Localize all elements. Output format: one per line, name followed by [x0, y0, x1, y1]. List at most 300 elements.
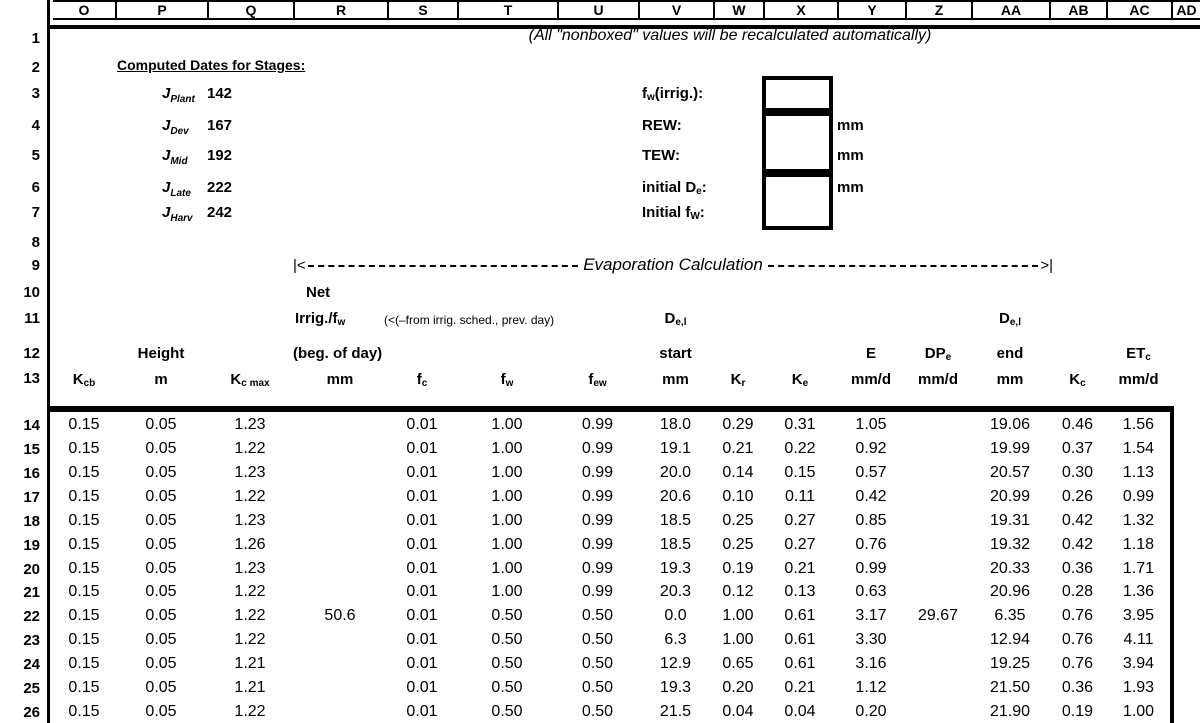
cell-S26[interactable]: 0.01: [406, 703, 438, 720]
cell-Y24[interactable]: 3.16: [855, 655, 887, 672]
table-top-border: [50, 406, 1174, 412]
cell-T21[interactable]: 1.00: [491, 583, 523, 600]
cell-AA21[interactable]: 20.96: [989, 583, 1031, 600]
column-header-W[interactable]: W: [713, 0, 763, 20]
cell-S18[interactable]: 0.01: [406, 512, 438, 529]
row-header-12[interactable]: 12: [23, 344, 40, 362]
cell-T22[interactable]: 0.50: [491, 607, 523, 624]
header-label-main: (–from irrig. sched., prev. day): [395, 313, 555, 327]
header-label-sub: w: [337, 316, 346, 328]
cell-S20[interactable]: 0.01: [406, 560, 438, 577]
cell-U21[interactable]: 0.99: [581, 583, 614, 600]
cell-X15[interactable]: 0.22: [784, 440, 816, 457]
calc-right-cap: >|: [1040, 256, 1053, 274]
param-label-tail: :: [701, 178, 707, 196]
param-label-base: f: [642, 84, 647, 102]
cell-AB15[interactable]: 0.37: [1061, 440, 1094, 457]
header-label-main: start: [659, 344, 692, 362]
cell-P25[interactable]: 0.05: [145, 679, 177, 696]
param-rew-unit: mm: [837, 116, 864, 134]
header-label-sub: c: [1145, 351, 1151, 363]
recalc-note: (All "nonboxed" values will be recalculated automatically): [528, 27, 932, 44]
cell-O25[interactable]: 0.15: [68, 679, 100, 696]
cell-Y20[interactable]: 0.99: [855, 560, 887, 577]
cell-P23[interactable]: 0.05: [145, 631, 177, 648]
cell-V24[interactable]: 12.9: [659, 655, 692, 672]
header-label-main: K: [791, 370, 803, 388]
cell-T14[interactable]: 1.00: [491, 416, 523, 433]
param-initial-de-label: [642, 176, 760, 198]
cell-Q20[interactable]: 1.23: [234, 560, 266, 577]
param-initial-fw-label: [642, 201, 760, 223]
header-label-main: K: [72, 370, 84, 388]
cell-U16[interactable]: 0.99: [581, 464, 614, 481]
cell-O21[interactable]: 0.15: [68, 583, 100, 600]
cell-X18[interactable]: 0.27: [784, 512, 816, 529]
cell-V18[interactable]: 18.5: [659, 512, 692, 529]
header-label-main: Irrig./f: [295, 309, 338, 327]
param-label-tail: (irrig.):: [654, 84, 704, 102]
cell-U24[interactable]: 0.50: [581, 655, 614, 672]
cell-V22[interactable]: 0.0: [664, 607, 687, 624]
cell-O24[interactable]: 0.15: [68, 655, 100, 672]
cell-Q18[interactable]: 1.23: [234, 512, 266, 529]
cell-Y14[interactable]: 1.05: [855, 416, 887, 433]
stage-row-late[interactable]: [162, 176, 282, 198]
evaporation-calc-banner: [293, 254, 1053, 276]
cell-Q26[interactable]: 1.22: [234, 703, 266, 720]
cell-U25[interactable]: 0.50: [581, 679, 614, 696]
header-label-main: (beg. of day): [293, 344, 383, 362]
cell-S17[interactable]: 0.01: [406, 488, 438, 505]
cell-W21[interactable]: 0.12: [722, 583, 754, 600]
cell-V20[interactable]: 19.3: [659, 560, 692, 577]
cell-T16[interactable]: 1.00: [491, 464, 523, 481]
cell-Q15[interactable]: 1.22: [234, 440, 266, 457]
cell-AB16[interactable]: 0.30: [1061, 464, 1094, 481]
header-label-sub: c: [421, 377, 428, 389]
header-label-height: [115, 342, 207, 364]
cell-O15[interactable]: 0.15: [68, 440, 100, 457]
cell-AB18[interactable]: 0.42: [1061, 512, 1094, 529]
calc-left-cap: |<: [293, 256, 306, 274]
column-header-Y[interactable]: Y: [837, 0, 905, 20]
row-header-9[interactable]: 9: [31, 256, 40, 274]
cell-V17[interactable]: 20.6: [659, 488, 692, 505]
cell-AC18[interactable]: 1.32: [1122, 512, 1155, 529]
row-header-22[interactable]: 22: [23, 607, 40, 625]
cell-AA20[interactable]: 20.33: [989, 560, 1031, 577]
stage-row-harv[interactable]: [162, 201, 282, 223]
cell-P20[interactable]: 0.05: [145, 560, 177, 577]
cell-O23[interactable]: 0.15: [68, 631, 100, 648]
param-tew-unit: mm: [837, 146, 864, 164]
cell-AC15[interactable]: 1.54: [1122, 440, 1155, 457]
column-header-AC[interactable]: AC: [1106, 0, 1171, 20]
row-header-17[interactable]: 17: [23, 488, 40, 506]
cell-U22[interactable]: 0.50: [581, 607, 614, 624]
row-header-11[interactable]: 11: [24, 309, 40, 327]
cell-T24[interactable]: 0.50: [491, 655, 523, 672]
cell-AA17[interactable]: 20.99: [989, 488, 1031, 505]
row-header-16[interactable]: 16: [23, 464, 40, 482]
cell-AC21[interactable]: 1.36: [1122, 583, 1155, 600]
calc-title: Evaporation Calculation: [583, 255, 763, 274]
column-header-V[interactable]: V: [638, 0, 713, 20]
cell-P14[interactable]: 0.05: [145, 416, 177, 433]
cell-X19[interactable]: 0.27: [784, 536, 816, 553]
cell-AA25[interactable]: 21.50: [989, 679, 1031, 696]
header-label-sub: r: [741, 377, 746, 389]
cell-V14[interactable]: 18.0: [659, 416, 692, 433]
header-label-mm-aa: [971, 368, 1049, 390]
stage-symbol: [162, 178, 207, 199]
cell-Y25[interactable]: 1.12: [855, 679, 887, 696]
header-label-beg-of-day: [293, 342, 593, 364]
header-label-etc: [1106, 342, 1171, 364]
param-label-tail: :: [699, 203, 705, 221]
stage-symbol-sub: Dev: [170, 125, 189, 137]
header-label-main: D: [999, 309, 1010, 327]
stage-value: 192: [207, 146, 233, 164]
cell-V25[interactable]: 19.3: [659, 679, 692, 696]
cell-P17[interactable]: 0.05: [145, 488, 177, 505]
column-header-AA[interactable]: AA: [971, 0, 1049, 20]
cell-AC14[interactable]: 1.56: [1122, 416, 1155, 433]
cell-P15[interactable]: 0.05: [145, 440, 177, 457]
row-header-5[interactable]: 5: [31, 146, 40, 164]
cell-AC22[interactable]: 3.95: [1122, 607, 1155, 624]
column-header-S[interactable]: S: [387, 0, 457, 20]
cell-AB23[interactable]: 0.76: [1061, 631, 1094, 648]
cell-AA23[interactable]: 12.94: [989, 631, 1031, 648]
cell-U14[interactable]: 0.99: [581, 416, 614, 433]
stage-value: 242: [207, 203, 233, 221]
param-initial-de-unit: mm: [837, 178, 864, 196]
row-header-15[interactable]: 15: [23, 440, 40, 458]
cell-T15[interactable]: 1.00: [491, 440, 523, 457]
cell-X14[interactable]: 0.31: [784, 416, 816, 433]
header-label-main: D: [664, 309, 676, 327]
header-label-e: [837, 342, 905, 364]
cell-AB14[interactable]: 0.46: [1061, 416, 1094, 433]
cell-S19[interactable]: 0.01: [406, 536, 438, 553]
cell-AA22[interactable]: 6.35: [994, 607, 1026, 624]
cell-O19[interactable]: 0.15: [68, 536, 100, 553]
cell-Q22[interactable]: 1.22: [234, 607, 266, 624]
cell-Y17[interactable]: 0.42: [855, 488, 887, 505]
header-label-mm-r: [293, 368, 387, 390]
cell-T25[interactable]: 0.50: [491, 679, 523, 696]
header-label-prefix: (<: [384, 313, 396, 327]
row-header-10[interactable]: 10: [23, 283, 40, 301]
cell-AB19[interactable]: 0.42: [1061, 536, 1094, 553]
row-header-14[interactable]: 14: [23, 416, 40, 434]
row-header-1[interactable]: 1: [31, 29, 40, 47]
cell-AC17[interactable]: 0.99: [1122, 488, 1155, 505]
cell-O26[interactable]: 0.15: [68, 703, 100, 720]
cell-P26[interactable]: 0.05: [145, 703, 177, 720]
row-header-18[interactable]: 18: [23, 512, 40, 530]
cell-Y18[interactable]: 0.85: [855, 512, 887, 529]
param-label-base: TEW:: [642, 146, 681, 164]
header-label-main: end: [996, 344, 1024, 362]
header-label-sub: c max: [241, 377, 270, 389]
cell-AC24[interactable]: 3.94: [1122, 655, 1155, 672]
header-label-m: [115, 368, 207, 390]
cell-AA26[interactable]: 21.90: [989, 703, 1031, 720]
cell-U26[interactable]: 0.50: [581, 703, 614, 720]
input-box-segment-2: [762, 112, 833, 173]
header-label-sub: c: [1080, 377, 1086, 389]
row-header-8[interactable]: 8: [31, 233, 40, 251]
cell-AC16[interactable]: 1.13: [1122, 464, 1155, 481]
param-label-base: initial D: [642, 178, 697, 196]
cell-Y16[interactable]: 0.57: [855, 464, 887, 481]
cell-P18[interactable]: 0.05: [145, 512, 177, 529]
cell-AB17[interactable]: 0.26: [1061, 488, 1094, 505]
cell-W18[interactable]: 0.25: [722, 512, 754, 529]
row-header-4[interactable]: 4: [31, 116, 40, 134]
column-header-X[interactable]: X: [763, 0, 837, 20]
column-header-AD[interactable]: AD: [1171, 0, 1200, 20]
header-label-main: DP: [924, 344, 946, 362]
cell-X23[interactable]: 0.61: [784, 631, 816, 648]
cell-X20[interactable]: 0.21: [784, 560, 816, 577]
cell-R22[interactable]: 50.6: [324, 607, 356, 624]
header-label-de-start-sym: [638, 307, 713, 329]
cell-Q21[interactable]: 1.22: [234, 583, 266, 600]
cell-X26[interactable]: 0.04: [784, 703, 816, 720]
cell-Q19[interactable]: 1.26: [234, 536, 266, 553]
cell-W15[interactable]: 0.21: [722, 440, 754, 457]
cell-O17[interactable]: 0.15: [68, 488, 100, 505]
cell-AC23[interactable]: 4.11: [1123, 631, 1154, 648]
cell-V15[interactable]: 19.1: [659, 440, 692, 457]
header-label-de-end-sym: [971, 307, 1049, 329]
row-header-21[interactable]: 21: [23, 583, 40, 601]
cell-S22[interactable]: 0.01: [406, 607, 438, 624]
header-label-dpe: [905, 342, 971, 364]
cell-O16[interactable]: 0.15: [68, 464, 100, 481]
cell-Q17[interactable]: 1.22: [234, 488, 266, 505]
cell-W19[interactable]: 0.25: [722, 536, 754, 553]
header-label-main: f: [588, 370, 594, 388]
cell-Q16[interactable]: 1.23: [234, 464, 266, 481]
cell-V21[interactable]: 20.3: [659, 583, 692, 600]
cell-AA19[interactable]: 19.32: [989, 536, 1031, 553]
cell-Q25[interactable]: 1.21: [234, 679, 266, 696]
cell-U18[interactable]: 0.99: [581, 512, 614, 529]
cell-P24[interactable]: 0.05: [145, 655, 177, 672]
cell-Y23[interactable]: 3.30: [855, 631, 887, 648]
cell-Y22[interactable]: 3.17: [855, 607, 887, 624]
header-label-kr: [713, 368, 763, 390]
cell-X21[interactable]: 0.13: [784, 583, 816, 600]
cell-AA24[interactable]: 19.25: [989, 655, 1031, 672]
param-fw-irrig-label: [642, 82, 760, 104]
cell-Y15[interactable]: 0.92: [855, 440, 887, 457]
row-header-13[interactable]: 13: [23, 369, 40, 387]
calc-dash-right: [768, 265, 1039, 267]
header-label-main: m: [154, 370, 168, 388]
cell-Q24[interactable]: 1.21: [234, 655, 266, 672]
column-header-AB[interactable]: AB: [1049, 0, 1106, 20]
input-box-segment-1: [762, 76, 833, 112]
cell-X24[interactable]: 0.61: [784, 655, 816, 672]
stage-row-dev[interactable]: [162, 114, 282, 136]
column-header-R[interactable]: R: [293, 0, 387, 20]
cell-P22[interactable]: 0.05: [145, 607, 177, 624]
cell-S21[interactable]: 0.01: [406, 583, 438, 600]
header-label-few: [557, 368, 638, 390]
cell-X17[interactable]: 0.11: [785, 488, 815, 505]
cell-T18[interactable]: 1.00: [491, 512, 523, 529]
cell-AC19[interactable]: 1.18: [1122, 536, 1155, 553]
cell-U20[interactable]: 0.99: [581, 560, 614, 577]
cell-AC25[interactable]: 1.93: [1122, 679, 1155, 696]
column-header-Q[interactable]: Q: [207, 0, 293, 20]
header-label-mmd-z: [905, 368, 971, 390]
cell-Y19[interactable]: 0.76: [855, 536, 887, 553]
cell-Q23[interactable]: 1.22: [234, 631, 266, 648]
cell-O22[interactable]: 0.15: [68, 607, 100, 624]
row-header-25[interactable]: 25: [23, 679, 40, 697]
cell-P16[interactable]: 0.05: [145, 464, 177, 481]
header-label-main: mm/d: [1118, 370, 1159, 388]
cell-S25[interactable]: 0.01: [406, 679, 438, 696]
cell-O18[interactable]: 0.15: [68, 512, 100, 529]
row-header-19[interactable]: 19: [23, 536, 40, 554]
cell-O20[interactable]: 0.15: [68, 560, 100, 577]
header-label-sub: e: [802, 377, 809, 389]
cell-S23[interactable]: 0.01: [406, 631, 438, 648]
header-label-net: [306, 281, 606, 303]
cell-Y26[interactable]: 0.20: [855, 703, 887, 720]
cell-AA18[interactable]: 19.31: [989, 512, 1031, 529]
row-header-divider-line: [47, 0, 50, 723]
row-header-24[interactable]: 24: [23, 655, 40, 673]
row-header-26[interactable]: 26: [23, 703, 40, 721]
cell-T26[interactable]: 0.50: [491, 703, 523, 720]
row-header-20[interactable]: 20: [23, 560, 40, 578]
cell-AB24[interactable]: 0.76: [1061, 655, 1094, 672]
cell-AB22[interactable]: 0.76: [1061, 607, 1094, 624]
header-label-sub: ew: [593, 377, 607, 389]
cell-AA14[interactable]: 19.06: [989, 416, 1031, 433]
cell-Y21[interactable]: 0.63: [855, 583, 887, 600]
cell-S14[interactable]: 0.01: [406, 416, 438, 433]
cell-S15[interactable]: 0.01: [406, 440, 438, 457]
cell-S16[interactable]: 0.01: [406, 464, 438, 481]
cell-W25[interactable]: 0.20: [722, 679, 754, 696]
header-label-kcmax: [207, 368, 293, 390]
column-header-O[interactable]: O: [53, 0, 115, 20]
cell-V26[interactable]: 21.5: [659, 703, 692, 720]
cell-V23[interactable]: 6.3: [664, 631, 687, 648]
cell-X16[interactable]: 0.15: [784, 464, 816, 481]
stage-symbol-base: J: [162, 178, 171, 196]
cell-X25[interactable]: 0.21: [784, 679, 816, 696]
row-header-2[interactable]: 2: [31, 58, 40, 76]
cell-AB26[interactable]: 0.19: [1061, 703, 1094, 720]
header-label-sub: e,l: [1009, 316, 1021, 328]
cell-W14[interactable]: 0.29: [722, 416, 754, 433]
stage-row-mid[interactable]: [162, 144, 282, 166]
header-label-fc: [387, 368, 457, 390]
cell-Q14[interactable]: 1.23: [234, 416, 266, 433]
cell-X22[interactable]: 0.61: [784, 607, 816, 624]
cell-V16[interactable]: 20.0: [659, 464, 692, 481]
stages-title: Computed Dates for Stages:: [117, 57, 306, 73]
row-header-6[interactable]: 6: [31, 178, 40, 196]
cell-V19[interactable]: 18.5: [659, 536, 692, 553]
cell-T19[interactable]: 1.00: [491, 536, 523, 553]
input-box-segment-3: [762, 173, 833, 230]
cell-W16[interactable]: 0.14: [722, 464, 754, 481]
cell-AA16[interactable]: 20.57: [989, 464, 1031, 481]
header-label-main: K: [730, 370, 742, 388]
cell-W26[interactable]: 0.04: [722, 703, 754, 720]
cell-W22[interactable]: 1.00: [722, 607, 754, 624]
cell-W20[interactable]: 0.19: [722, 560, 754, 577]
header-label-main: mm: [326, 370, 354, 388]
cell-AA15[interactable]: 19.99: [989, 440, 1031, 457]
row-header-3[interactable]: 3: [31, 84, 40, 102]
column-header-P[interactable]: P: [115, 0, 207, 20]
cell-U19[interactable]: 0.99: [581, 536, 614, 553]
column-header-Z[interactable]: Z: [905, 0, 971, 20]
cell-O14[interactable]: 0.15: [68, 416, 100, 433]
cell-AC26[interactable]: 1.00: [1122, 703, 1155, 720]
header-label-start: [638, 342, 713, 364]
cell-U15[interactable]: 0.99: [581, 440, 614, 457]
cell-T20[interactable]: 1.00: [491, 560, 523, 577]
param-tew-label: [642, 144, 760, 166]
cell-AB21[interactable]: 0.28: [1061, 583, 1094, 600]
header-label-mm-v: [638, 368, 713, 390]
header-label-kc: [1049, 368, 1106, 390]
cell-AC20[interactable]: 1.71: [1122, 560, 1155, 577]
row-header-23[interactable]: 23: [23, 631, 40, 649]
cell-AB25[interactable]: 0.36: [1061, 679, 1094, 696]
cell-W24[interactable]: 0.65: [722, 655, 754, 672]
header-label-mmd-y: [837, 368, 905, 390]
column-header-T[interactable]: T: [457, 0, 557, 20]
cell-T23[interactable]: 0.50: [491, 631, 523, 648]
cell-P19[interactable]: 0.05: [145, 536, 177, 553]
header-label-main: Net: [306, 283, 331, 301]
cell-U17[interactable]: 0.99: [581, 488, 614, 505]
header-label-mmd-ac: [1106, 368, 1171, 390]
column-header-U[interactable]: U: [557, 0, 638, 20]
stage-value: 222: [207, 178, 233, 196]
cell-AB20[interactable]: 0.36: [1061, 560, 1094, 577]
stage-symbol-sub: Plant: [170, 93, 195, 105]
cell-W17[interactable]: 0.10: [722, 488, 754, 505]
stage-row-plant[interactable]: [162, 82, 282, 104]
row-header-7[interactable]: 7: [31, 203, 40, 221]
cell-W23[interactable]: 1.00: [722, 631, 754, 648]
cell-U23[interactable]: 0.50: [581, 631, 614, 648]
stage-symbol-base: J: [162, 84, 171, 102]
cell-S24[interactable]: 0.01: [406, 655, 438, 672]
param-label-sub: e: [696, 185, 702, 197]
cell-T17[interactable]: 1.00: [491, 488, 523, 505]
param-label-base: REW:: [642, 116, 682, 134]
cell-P21[interactable]: 0.05: [145, 583, 177, 600]
cell-Z22[interactable]: 29.67: [917, 607, 959, 624]
